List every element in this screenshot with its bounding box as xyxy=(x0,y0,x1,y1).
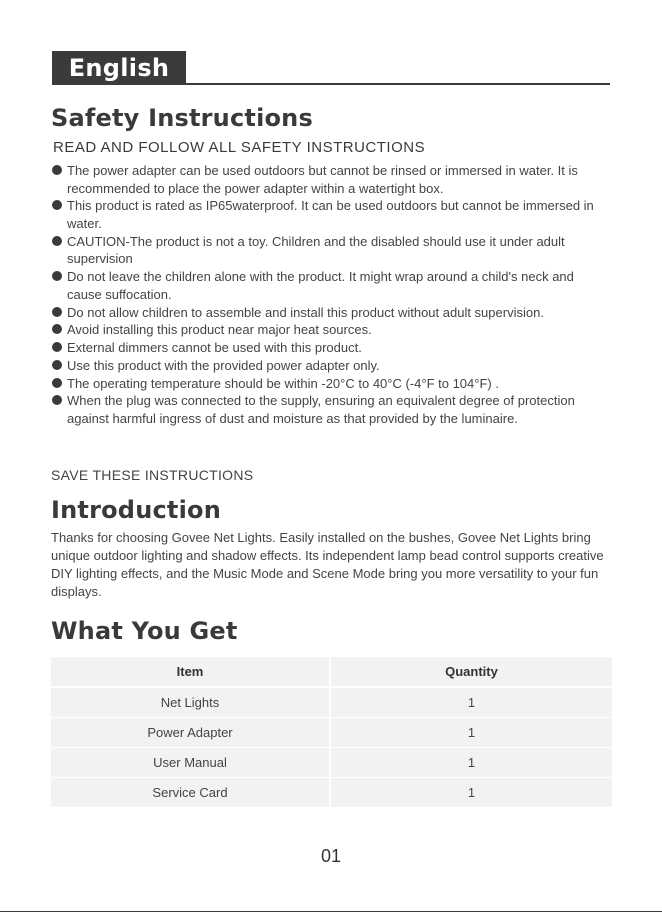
safety-item: This product is rated as IP65waterproof. It can be used outdoors but cannot be immersed in water. xyxy=(52,197,612,232)
table-row xyxy=(51,777,612,807)
safety-item: Do not leave the children alone with the product. It might wrap around a child's neck and cause suffocation. xyxy=(52,268,612,303)
safety-item: The power adapter can be used outdoors but cannot be rinsed or immersed in water. It is recommended to place the power adapter within a watertight box. xyxy=(52,162,612,197)
bullet-icon xyxy=(52,200,62,210)
safety-item: When the plug was connected to the supply, ensuring an equivalent degree of protection against harmful ingress of dust and moisture as that provided by the luminaire. xyxy=(52,392,612,427)
table-row xyxy=(51,717,612,747)
safety-list xyxy=(52,162,612,428)
introduction-paragraph: Thanks for choosing Govee Net Lights. Easily installed on the bushes, Govee Net Lights bring unique outdoor lighting and shadow effects. Its independent lamp bead control supports creative DIY lighting effects, and the Music Mode and Scene Mode bring you more versatility to your fun displays. xyxy=(51,530,604,599)
bullet-icon xyxy=(52,360,62,370)
quantity-cell: 1 xyxy=(331,747,612,777)
bullet-icon xyxy=(52,271,62,281)
safety-item: Do not allow children to assemble and install this product without adult supervision. xyxy=(52,304,612,322)
table-row xyxy=(51,687,612,717)
language-header xyxy=(52,51,610,85)
bullet-icon xyxy=(52,165,62,175)
safety-heading: Safety Instructions xyxy=(51,104,313,132)
header-rule xyxy=(186,83,610,85)
column-header-item: Item xyxy=(51,657,331,687)
bullet-icon xyxy=(52,342,62,352)
introduction-heading: Introduction xyxy=(51,496,221,524)
item-cell: Net Lights xyxy=(51,687,331,717)
bullet-icon xyxy=(52,324,62,334)
page-number: 01 xyxy=(320,846,342,866)
bullet-icon xyxy=(52,378,62,388)
quantity-cell: 1 xyxy=(331,687,612,717)
safety-item: The operating temperature should be within -20°C to 40°C (-4°F to 104°F) . xyxy=(52,375,612,393)
item-cell: User Manual xyxy=(51,747,331,777)
safety-item: Use this product with the provided power adapter only. xyxy=(52,357,612,375)
bullet-icon xyxy=(52,307,62,317)
quantity-cell: 1 xyxy=(331,717,612,747)
safety-item: Avoid installing this product near major heat sources. xyxy=(52,321,612,339)
column-header-quantity: Quantity xyxy=(331,657,612,687)
package-contents-table xyxy=(51,657,612,807)
bullet-icon xyxy=(52,236,62,246)
what-you-get-heading: What You Get xyxy=(51,617,238,645)
table-row xyxy=(51,747,612,777)
safety-item: External dimmers cannot be used with this product. xyxy=(52,339,612,357)
bullet-icon xyxy=(52,395,62,405)
item-cell: Service Card xyxy=(51,777,331,807)
quantity-cell: 1 xyxy=(331,777,612,807)
item-cell: Power Adapter xyxy=(51,717,331,747)
table-header-row xyxy=(51,657,612,687)
language-tab: English xyxy=(52,51,186,85)
safety-item: CAUTION-The product is not a toy. Children and the disabled should use it under adult supervision xyxy=(52,233,612,268)
footer-rule xyxy=(0,911,662,912)
save-instructions-text: SAVE THESE INSTRUCTIONS xyxy=(51,467,254,483)
read-follow-notice: READ AND FOLLOW ALL SAFETY INSTRUCTIONS xyxy=(53,139,426,156)
